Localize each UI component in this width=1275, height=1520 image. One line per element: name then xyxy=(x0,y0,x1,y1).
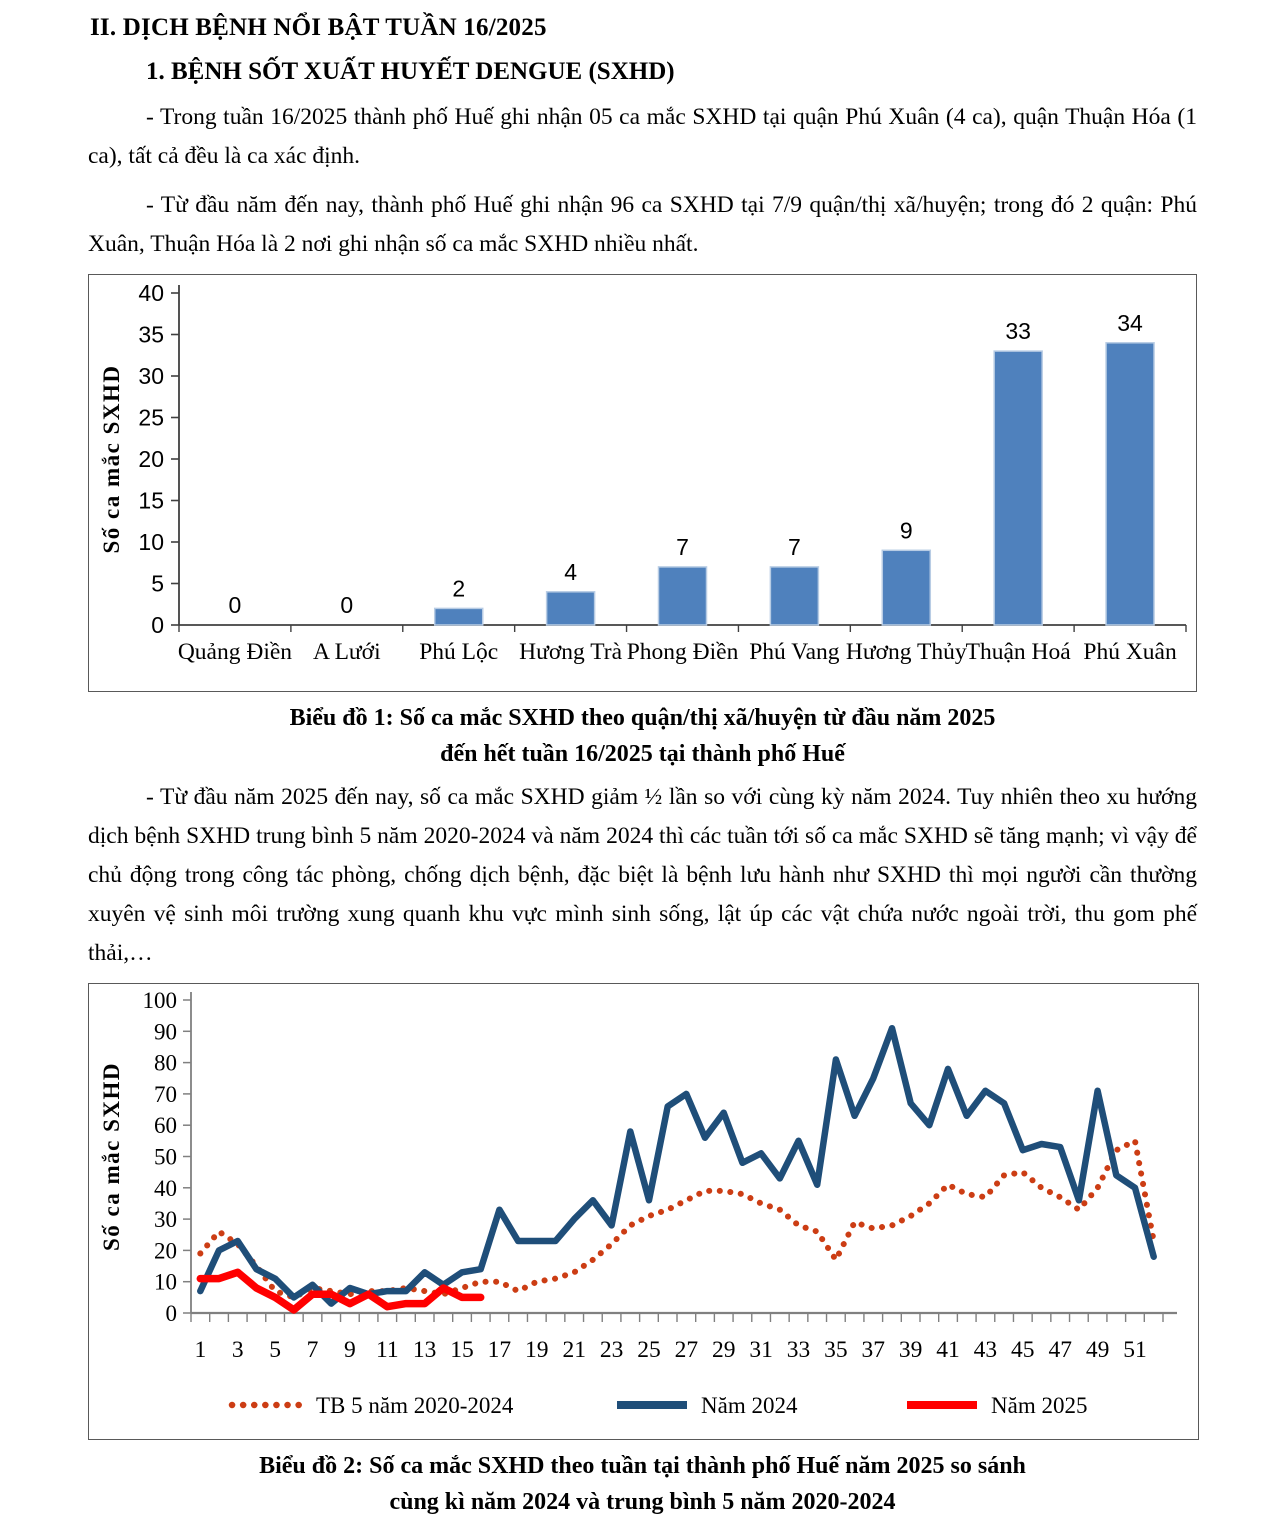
svg-text:21: 21 xyxy=(562,1337,586,1363)
svg-text:31: 31 xyxy=(749,1337,773,1363)
svg-text:Hương Trà: Hương Trà xyxy=(519,639,623,665)
svg-text:15: 15 xyxy=(450,1337,474,1363)
svg-text:Phú Vang: Phú Vang xyxy=(749,639,840,665)
svg-text:Phong Điền: Phong Điền xyxy=(626,639,739,665)
bar-chart-svg xyxy=(89,275,1196,691)
svg-text:Năm 2025: Năm 2025 xyxy=(991,1393,1088,1418)
bar-chart-frame xyxy=(88,274,1197,692)
svg-text:40: 40 xyxy=(154,1175,177,1201)
svg-text:30: 30 xyxy=(154,1207,177,1233)
svg-text:33: 33 xyxy=(786,1337,811,1363)
svg-text:TB 5 năm 2020-2024: TB 5 năm 2020-2024 xyxy=(316,1393,514,1418)
chart2-caption-line2: cùng kì năm 2024 và trung bình 5 năm 2020-2024 xyxy=(389,1489,896,1515)
svg-text:27: 27 xyxy=(674,1337,699,1363)
chart1-caption-line2: đến hết tuần 16/2025 tại thành phố Huế xyxy=(440,741,845,767)
svg-text:47: 47 xyxy=(1048,1337,1072,1363)
svg-text:10: 10 xyxy=(154,1269,177,1295)
svg-text:25: 25 xyxy=(138,404,164,431)
svg-text:0: 0 xyxy=(151,612,164,638)
svg-text:0: 0 xyxy=(340,592,354,618)
bar-chart-cases-by-district xyxy=(89,275,1196,691)
svg-text:10: 10 xyxy=(138,529,164,555)
bar-5 xyxy=(770,567,818,625)
svg-text:15: 15 xyxy=(138,487,164,514)
chart1-caption xyxy=(88,700,1197,772)
paragraph-trend-warning: - Từ đầu năm 2025 đến nay, số ca mắc SXHD giảm ½ lần so với cùng kỳ năm 2024. Tuy nhiên theo xu hướng dịch bệnh SXHD trung bình 5 năm 2020-2024 và năm 2024 thì các tuần tới số ca mắc SXHD sẽ tăng mạnh; vì vậy để chủ động trong công tác phòng, chống dịch bệnh, đặc biệt là bệnh lưu hành như SXHD thì mọi người cần thường xuyên vệ sinh môi trường xung quanh khu vực mình sinh sống, lật úp các vật chứa nước ngoài trời, thu gom phế thải,… xyxy=(88,784,1197,966)
svg-text:80: 80 xyxy=(154,1050,177,1076)
svg-text:Năm 2024: Năm 2024 xyxy=(701,1393,798,1418)
svg-text:A Lưới: A Lưới xyxy=(313,639,381,665)
series-line-1 xyxy=(200,1028,1153,1303)
svg-text:60: 60 xyxy=(154,1113,177,1139)
svg-text:20: 20 xyxy=(154,1238,177,1264)
svg-text:49: 49 xyxy=(1085,1337,1110,1363)
svg-text:2: 2 xyxy=(452,575,466,602)
svg-text:45: 45 xyxy=(1011,1337,1035,1363)
svg-text:Thuận Hoá: Thuận Hoá xyxy=(965,639,1071,665)
svg-text:Hương Thủy: Hương Thủy xyxy=(845,639,967,665)
svg-text:35: 35 xyxy=(824,1337,848,1363)
svg-text:51: 51 xyxy=(1123,1337,1147,1363)
paragraph-ytd-summary: - Từ đầu năm đến nay, thành phố Huế ghi nhận 96 ca SXHD tại 7/9 quận/thị xã/huyện; trong đó 2 quận: Phú Xuân, Thuận Hóa là 2 nơi ghi nhận số ca mắc SXHD nhiều nhất. xyxy=(88,192,1197,257)
svg-text:35: 35 xyxy=(138,321,164,348)
svg-text:7: 7 xyxy=(676,533,689,560)
svg-text:0: 0 xyxy=(165,1301,177,1326)
svg-text:9: 9 xyxy=(344,1337,356,1363)
svg-text:100: 100 xyxy=(142,988,177,1013)
chart2-caption-line1: Biểu đồ 2: Số ca mắc SXHD theo tuần tại thành phố Huế năm 2025 so sánh xyxy=(259,1453,1026,1479)
subsection-heading: 1. BỆNH SỐT XUẤT HUYẾT DENGUE (SXHD) xyxy=(146,58,675,85)
bar-2 xyxy=(435,608,483,625)
svg-text:7: 7 xyxy=(787,533,801,560)
svg-text:39: 39 xyxy=(898,1337,923,1363)
svg-text:13: 13 xyxy=(412,1337,437,1363)
svg-text:25: 25 xyxy=(637,1337,661,1363)
svg-text:43: 43 xyxy=(973,1337,998,1363)
svg-text:Phú Xuân: Phú Xuân xyxy=(1083,639,1177,665)
svg-text:5: 5 xyxy=(269,1337,281,1363)
svg-text:17: 17 xyxy=(487,1337,512,1363)
svg-text:20: 20 xyxy=(138,446,164,472)
svg-text:33: 33 xyxy=(1005,318,1031,345)
svg-text:7: 7 xyxy=(306,1337,319,1363)
svg-text:5: 5 xyxy=(151,570,164,597)
svg-text:30: 30 xyxy=(138,363,164,389)
svg-text:34: 34 xyxy=(1117,309,1143,336)
bar-8 xyxy=(1106,343,1154,625)
bar-7 xyxy=(994,351,1042,625)
svg-text:11: 11 xyxy=(375,1337,399,1363)
svg-text:70: 70 xyxy=(154,1081,177,1107)
svg-text:19: 19 xyxy=(525,1337,549,1363)
line-chart-weekly-comparison xyxy=(89,984,1198,1439)
svg-text:41: 41 xyxy=(936,1337,960,1363)
svg-text:4: 4 xyxy=(564,558,578,585)
svg-text:Quảng Điền: Quảng Điền xyxy=(177,639,293,665)
svg-text:0: 0 xyxy=(228,592,242,618)
svg-text:1: 1 xyxy=(194,1337,207,1363)
chart2-caption xyxy=(88,1448,1197,1520)
svg-text:29: 29 xyxy=(711,1337,736,1363)
svg-text:Số ca mắc SXHD: Số ca mắc SXHD xyxy=(99,1061,124,1252)
series-line-0 xyxy=(200,1141,1153,1298)
svg-text:23: 23 xyxy=(599,1337,624,1363)
line-chart-frame xyxy=(88,983,1199,1440)
bar-3 xyxy=(547,592,595,625)
svg-text:9: 9 xyxy=(899,517,913,544)
svg-text:Số ca mắc SXHD: Số ca mắc SXHD xyxy=(99,364,124,554)
svg-text:50: 50 xyxy=(154,1144,177,1170)
chart1-caption-line1: Biểu đồ 1: Số ca mắc SXHD theo quận/thị xã/huyện từ đầu năm 2025 xyxy=(289,705,996,731)
bar-6 xyxy=(882,550,930,625)
bar-4 xyxy=(659,567,707,625)
paragraph-week-summary: - Trong tuần 16/2025 thành phố Huế ghi nhận 05 ca mắc SXHD tại quận Phú Xuân (4 ca), quận Thuận Hóa (1 ca), tất cả đều là ca xác định. xyxy=(88,104,1197,169)
svg-text:Phú Lộc: Phú Lộc xyxy=(419,639,499,665)
svg-text:37: 37 xyxy=(861,1337,886,1363)
svg-text:3: 3 xyxy=(231,1337,244,1363)
svg-text:90: 90 xyxy=(154,1019,177,1045)
svg-text:40: 40 xyxy=(138,280,164,306)
section-heading: II. DỊCH BỆNH NỔI BẬT TUẦN 16/2025 xyxy=(90,14,547,41)
line-chart-svg xyxy=(89,984,1195,1439)
